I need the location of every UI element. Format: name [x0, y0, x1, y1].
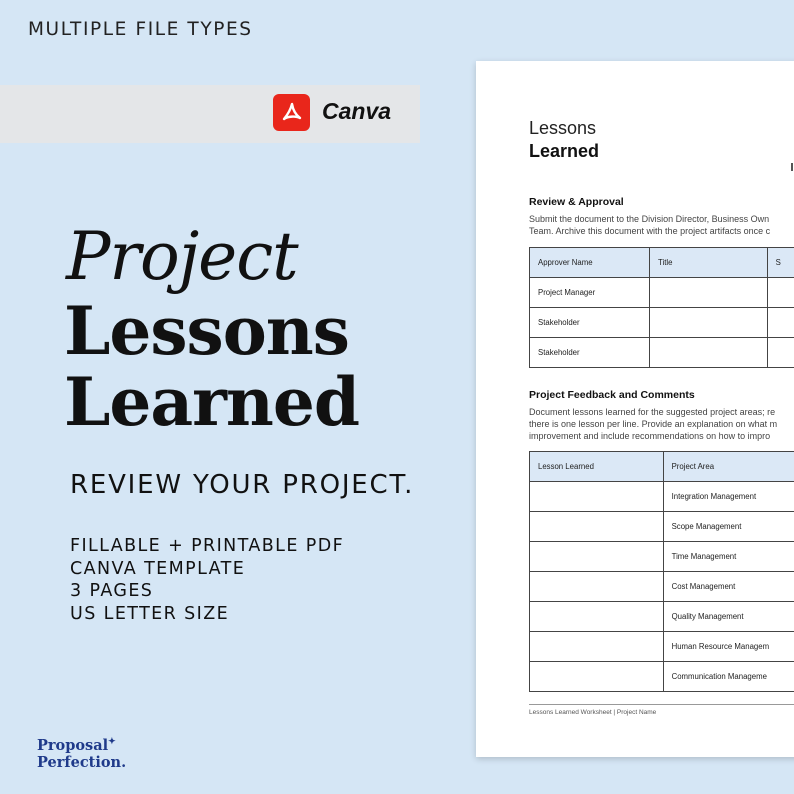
signature-cell[interactable]	[767, 278, 794, 308]
review-paragraph-line1: Submit the document to the Division Director, Business Own	[529, 214, 770, 224]
signature-cell[interactable]	[767, 308, 794, 338]
feature-item: 3 PAGES	[70, 581, 154, 601]
feature-list	[70, 535, 344, 625]
hero-title-line1: Lessons	[64, 292, 349, 370]
lessons-table	[529, 451, 794, 692]
lesson-cell[interactable]	[530, 602, 664, 632]
banner-text: MULTIPLE FILE TYPES	[28, 19, 253, 40]
approver-cell[interactable]: Stakeholder	[530, 338, 650, 368]
table-row	[530, 662, 794, 692]
table-row	[530, 338, 794, 368]
feature-item: FILLABLE + PRINTABLE PDF	[70, 536, 345, 556]
approver-cell[interactable]: Project Manager	[530, 278, 650, 308]
lesson-cell[interactable]	[530, 662, 664, 692]
sparkle-icon: ✦	[108, 737, 116, 747]
lesson-cell[interactable]	[530, 572, 664, 602]
header-title: Title	[650, 248, 768, 278]
header-lesson-learned: Lesson Learned	[530, 452, 664, 482]
review-paragraph-line2: Team. Archive this document with the project artifacts once c	[529, 226, 771, 236]
hero-subtitle: REVIEW YOUR PROJECT.	[70, 470, 415, 500]
lesson-cell[interactable]	[530, 512, 664, 542]
area-cell: Scope Management	[663, 512, 794, 542]
table-row	[530, 542, 794, 572]
feedback-paragraph-line1: Document lessons learned for the suggested project areas; re	[529, 407, 776, 417]
signature-cell[interactable]	[767, 338, 794, 368]
feature-item: CANVA TEMPLATE	[70, 558, 246, 579]
footer-divider	[529, 704, 794, 705]
title-cell[interactable]	[650, 308, 768, 338]
doc-footer: Lessons Learned Worksheet | Project Name	[529, 709, 657, 716]
table-row	[530, 482, 794, 512]
lesson-cell[interactable]	[530, 632, 664, 662]
doc-title-light: Lessons	[529, 118, 597, 138]
feature-item: US LETTER SIZE	[70, 603, 230, 624]
feedback-paragraph-line3: improvement and include recommendations on how to impro	[529, 431, 771, 441]
table-header-row	[530, 248, 794, 278]
lesson-cell[interactable]	[530, 542, 664, 572]
approval-table	[529, 247, 794, 368]
area-cell: Integration Management	[663, 482, 794, 512]
logo-line2: Perfection.	[37, 754, 127, 771]
hero-title-line2: Learned	[64, 363, 360, 441]
doc-title-bold: Learned	[529, 141, 600, 161]
table-header-row	[530, 452, 794, 482]
doc-mark	[791, 163, 793, 171]
header-approver-name: Approver Name	[530, 248, 650, 278]
lesson-cell[interactable]	[530, 482, 664, 512]
area-cell: Quality Management	[663, 602, 794, 632]
feedback-paragraph-line2: there is one lesson per line. Provide an explanation on what m	[529, 419, 778, 429]
title-cell[interactable]	[650, 338, 768, 368]
area-cell: Time Management	[663, 542, 794, 572]
table-row	[530, 632, 794, 662]
header-signature: S	[767, 248, 794, 278]
logo-line1: Proposal	[37, 737, 109, 754]
approver-cell[interactable]: Stakeholder	[530, 308, 650, 338]
feedback-heading: Project Feedback and Comments	[529, 389, 695, 401]
table-row	[530, 278, 794, 308]
hero-title-italic: Project	[66, 218, 298, 295]
area-cell: Communication Manageme	[663, 662, 794, 692]
table-row	[530, 308, 794, 338]
brand-logo	[37, 737, 126, 771]
table-row	[530, 512, 794, 542]
header-project-area: Project Area	[663, 452, 794, 482]
review-heading: Review & Approval	[529, 196, 624, 208]
document-preview	[476, 61, 794, 757]
title-cell[interactable]	[650, 278, 768, 308]
area-cell: Human Resource Managem	[663, 632, 794, 662]
canva-label: Canva	[322, 98, 392, 124]
table-row	[530, 572, 794, 602]
area-cell: Cost Management	[663, 572, 794, 602]
table-row	[530, 602, 794, 632]
adobe-pdf-icon	[273, 94, 310, 131]
